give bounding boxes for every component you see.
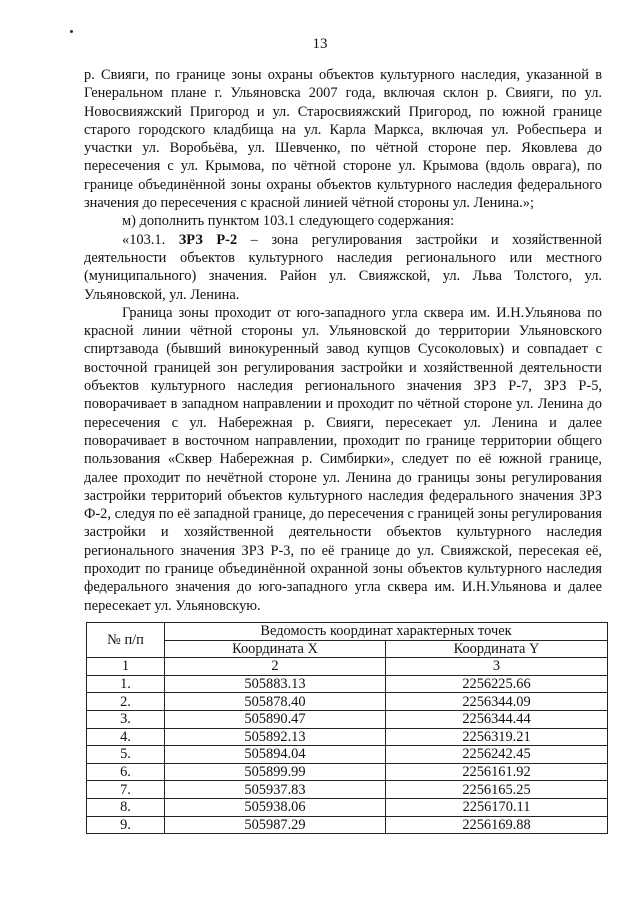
coordinate-x: 505937.83 xyxy=(165,781,386,799)
point-number: 2. xyxy=(87,693,165,711)
table-row xyxy=(87,746,608,764)
point-number: 5. xyxy=(87,746,165,764)
coordinate-y: 2256225.66 xyxy=(386,675,608,693)
table-row xyxy=(87,728,608,746)
coordinate-y: 2256170.11 xyxy=(386,798,608,816)
coordinate-y: 2256169.88 xyxy=(386,816,608,834)
coordinate-x: 505894.04 xyxy=(165,746,386,764)
point-number: 9. xyxy=(87,816,165,834)
header-group: Ведомость координат характерных точек xyxy=(165,623,608,641)
index-cell: 1 xyxy=(87,658,165,676)
table-row xyxy=(87,816,608,834)
coordinates-table xyxy=(86,622,608,834)
point-number: 6. xyxy=(87,763,165,781)
coordinate-x: 505878.40 xyxy=(165,693,386,711)
point-number: 7. xyxy=(87,781,165,799)
point-number: 4. xyxy=(87,728,165,746)
coordinate-x: 505899.99 xyxy=(165,763,386,781)
coordinates-rows xyxy=(87,675,608,833)
paragraph-continuation: р. Свияги, по границе зоны охраны объектов культурного наследия, указанной в Генеральном плане г. Ульяновска 2007 года, включая склон р. Свияги, по ул. Новосвияжский Пригород и ул. Старосвияжский Пригород, по южной границе старого городского кладбища на ул. Карла Маркса, включая ул. Робеспьера и участки ул. Воробьёва, ул. Шевченко, по чётной стороне пер. Яковлева до пересечения с ул. Крымова, по чётной стороне ул. Крымова (вдоль оврага), по границе объединённой зоны охраны объектов культурного наследия федерального значения до пересечения с красной линией чётной стороны ул. Ленина.»; xyxy=(84,67,602,212)
coordinate-x: 505892.13 xyxy=(165,728,386,746)
coordinate-x: 505883.13 xyxy=(165,675,386,693)
table-row xyxy=(87,781,608,799)
header-y: Координата Y xyxy=(386,640,608,658)
point-number: 1. xyxy=(87,675,165,693)
coordinate-y: 2256344.09 xyxy=(386,693,608,711)
table-row xyxy=(87,763,608,781)
coordinate-x: 505938.06 xyxy=(165,798,386,816)
point-number: 3. xyxy=(87,710,165,728)
coordinate-y: 2256161.92 xyxy=(386,763,608,781)
zone-code: ЗРЗ Р-2 xyxy=(178,231,238,248)
paragraph-amendment-m: м) дополнить пунктом 103.1 следующего содержания: xyxy=(122,213,455,230)
table-row xyxy=(87,693,608,711)
coordinate-y: 2256319.21 xyxy=(386,728,608,746)
index-cell: 2 xyxy=(165,658,386,676)
coordinate-y: 2256344.44 xyxy=(386,710,608,728)
clause-number: «103.1. xyxy=(122,231,179,248)
table-row xyxy=(87,798,608,816)
paragraph-zone-boundary: Граница зоны проходит от юго-западного угла сквера им. И.Н.Ульянова по красной линии чётной стороны ул. Ульяновской до территории Ульяновского спиртзавода (бывший винокуренный завод купцов Сусоколовых) и совпадает с восточной границей зон регулирования застройки и хозяйственной деятельности объектов культурного наследия регионального значения ЗРЗ Р-7, ЗРЗ Р-5, поворачивает в западном направлении и проходит по чётной стороне ул. Ленина до пересечения с ул. Набережная р. Свияги, пересекает ул. Ленина и далее поворачивает в восточном направлении, проходит по границе территории общего пользования «Сквер Набережная р. Симбирки», следует по её южной границе, далее проходит по нечётной стороне ул. Ленина до границы зоны регулирования застройки территорий объектов культурного наследия федерального значения ЗРЗ Ф-2, следуя по её западной границе, до пересечения с границей зоны регулирования застройки и хозяйственной деятельности объектов культурного наследия регионального значения ЗРЗ Р-3, по её границе до ул. Свияжской, пересекая её, проходит по границе объединённой охранной зоны объектов культурного наследия федерального значения до юго-западного угла сквера им. И.Н.Ульянова и далее пересекает ул. Ульяновскую. xyxy=(84,304,602,614)
page-number: 13 xyxy=(312,36,328,52)
coordinate-x: 505890.47 xyxy=(165,710,386,728)
index-cell: 3 xyxy=(386,658,608,676)
point-number: 8. xyxy=(87,798,165,816)
coordinate-y: 2256165.25 xyxy=(386,781,608,799)
table-row xyxy=(87,710,608,728)
header-x: Координата X xyxy=(165,640,386,658)
coordinate-y: 2256242.45 xyxy=(386,746,608,764)
header-number: № п/п xyxy=(87,623,165,658)
paragraph-zone-definition xyxy=(84,231,602,304)
zone-description: – зона регулирования застройки и хозяйственной деятельности объектов культурного наследия регионального или местного (муниципального) значения. Район ул. Свияжской, ул. Льва Толстого, ул. Ульяновской, ул. Ленина. xyxy=(84,231,602,303)
scan-dot xyxy=(70,30,73,33)
coordinate-x: 505987.29 xyxy=(165,816,386,834)
table-row xyxy=(87,675,608,693)
document-body xyxy=(84,66,602,615)
